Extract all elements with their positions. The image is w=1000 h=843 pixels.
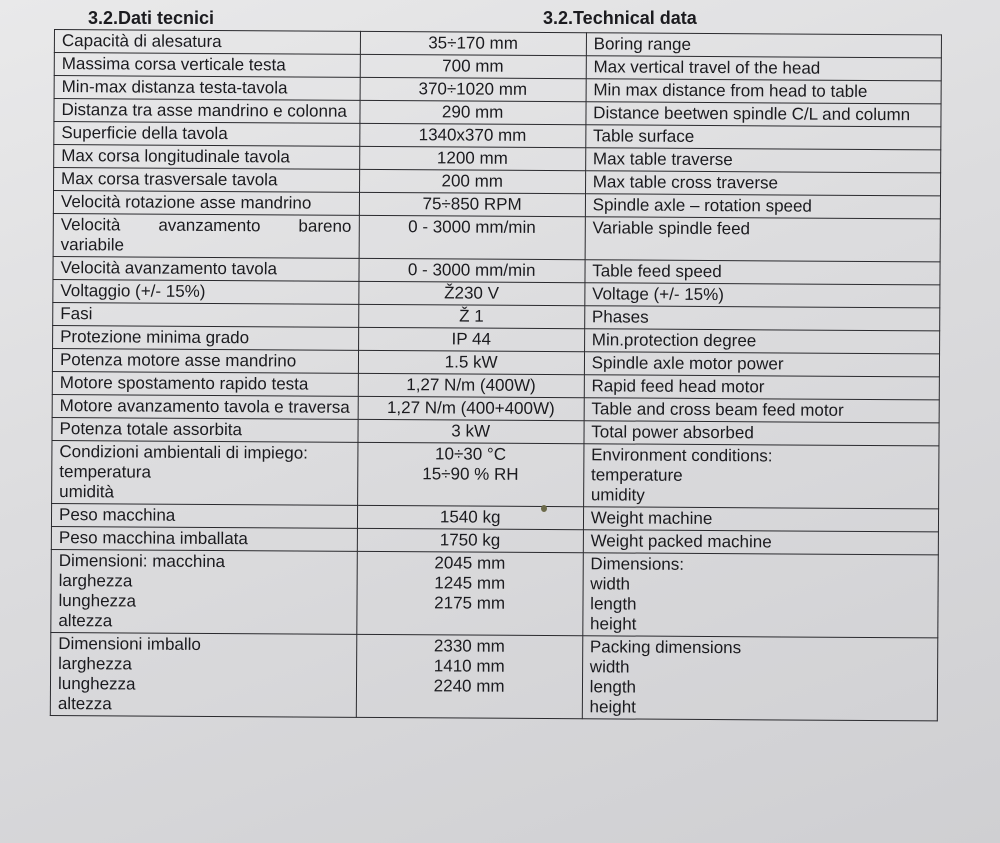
cell-italian: Potenza totale assorbita [52,417,358,442]
cell-english [583,553,939,638]
cell-english: Weight packed machine [583,530,938,555]
cell-line: Dimensions: [590,554,685,574]
cell-value: 75÷850 RPM [359,192,585,216]
cell-italian: Protezione minima grado [53,325,359,350]
cell-value: 3 kW [358,419,584,443]
cell-italian: Motore avanzamento tavola e traversa [52,394,358,419]
cell-value: 35÷170 mm [360,31,586,55]
cell-english [582,636,938,721]
cell-english: Total power absorbed [584,421,939,446]
cell-english: Phases [584,306,939,331]
cell-value: 1200 mm [359,146,585,170]
cell-english: Weight machine [583,507,938,532]
cell-value [356,634,583,718]
cell-line: 2240 mm [433,676,505,696]
cell-value [357,442,584,506]
cell-line: lunghezza [57,674,136,694]
cell-italian: Max corsa longitudinale tavola [54,145,360,170]
cell-italian: Distanza tra asse mandrino e colonna [54,99,360,124]
cell-italian: Massima corsa verticale testa [54,53,360,78]
cell-italian: Capacità di alesatura [54,30,360,55]
table-row [52,440,939,508]
cell-italian: Peso macchina [51,503,357,528]
cell-english: Variable spindle feed [585,217,941,262]
cell-italian: Peso macchina imballata [51,526,357,551]
cell-line: 2330 mm [433,636,505,656]
cell-italian: Velocità avanzamento tavola [53,256,359,281]
cell-line: Dimensioni imballo [58,634,201,654]
cell-value: 1750 kg [357,528,583,552]
ink-dot [541,505,547,512]
cell-italian [51,549,357,634]
table-row [51,549,938,637]
cell-value: Ž230 V [358,281,584,305]
cell-value: 200 mm [359,169,585,193]
heading-english: 3.2.Technical data [543,8,697,28]
cell-value: 370÷1020 mm [360,77,586,101]
cell-value: 0 - 3000 mm/min [359,258,585,282]
technical-data-table [50,29,942,721]
cell-value: IP 44 [358,327,584,351]
cell-value: 1540 kg [357,505,583,529]
cell-line: length [589,677,637,697]
cell-italian [52,440,358,505]
cell-english: Table and cross beam feed motor [584,398,939,423]
cell-line: width [589,657,630,677]
cell-italian: Superficie della tavola [54,122,360,147]
heading-italian: 3.2.Dati tecnici [88,8,215,28]
cell-line: 1410 mm [433,656,505,676]
cell-english: Table feed speed [585,260,940,285]
section-headings [0,4,1000,30]
cell-english: Boring range [586,33,941,58]
cell-italian: Potenza motore asse mandrino [52,348,358,373]
cell-italian: Motore spostamento rapido testa [52,371,358,396]
cell-line: lunghezza [58,591,137,611]
cell-value: 0 - 3000 mm/min [359,215,585,259]
cell-line: Condizioni ambientali di impiego: [59,442,309,463]
cell-line: larghezza [58,654,132,674]
cell-english: Max table traverse [585,148,940,173]
table-row [53,213,940,261]
cell-line: 1245 mm [434,573,506,593]
cell-value: 1.5 kW [358,350,584,374]
cell-italian: Voltaggio (+/- 15%) [53,279,359,304]
cell-italian: Velocità avanzamento bareno variabile [53,213,359,258]
cell-value: 290 mm [360,100,586,124]
cell-english [583,444,939,509]
cell-value: 1,27 N/m (400+400W) [358,396,584,420]
cell-line: Packing dimensions [589,637,742,658]
cell-line: umidity [590,485,645,505]
cell-line: umidità [59,482,115,502]
cell-english: Spindle axle motor power [584,352,939,377]
table-row [50,632,937,720]
cell-english: Max table cross traverse [585,171,940,196]
cell-italian: Max corsa trasversale tavola [54,168,360,193]
cell-line: larghezza [58,571,133,591]
cell-value: 1340x370 mm [359,123,585,147]
cell-italian: Min-max distanza testa-tavola [54,76,360,101]
cell-line: 10÷30 °C [435,444,507,464]
cell-value: Ž 1 [358,304,584,328]
cell-english: Min.protection degree [584,329,939,354]
cell-line: altezza [58,611,113,631]
cell-line: 15÷90 % RH [422,464,519,484]
cell-line: Environment conditions: [591,445,773,466]
cell-line: 2175 mm [434,593,506,613]
cell-english: Rapid feed head motor [584,375,939,400]
cell-english: Min max distance from head to table [586,79,941,104]
cell-line: width [590,574,631,594]
cell-english: Voltage (+/- 15%) [585,283,940,308]
cell-value: 1,27 N/m (400W) [358,373,584,397]
cell-line: height [589,697,636,717]
cell-line: height [590,614,637,634]
cell-italian [50,632,356,717]
cell-english: Distance beetwen spindle C/L and column [586,102,941,127]
cell-line: Dimensioni: macchina [58,551,226,572]
cell-value: 700 mm [360,54,586,78]
cell-italian: Velocità rotazione asse mandrino [53,191,359,216]
cell-english: Max vertical travel of the head [586,56,941,81]
cell-line: temperature [590,465,683,485]
cell-english: Table surface [586,125,941,150]
cell-line: temperatura [59,462,152,482]
cell-english: Spindle axle – rotation speed [585,194,940,219]
cell-italian: Fasi [53,302,359,327]
cell-line: 2045 mm [434,553,506,573]
cell-line: length [590,594,637,614]
cell-line: altezza [57,694,112,714]
cell-value [356,551,583,635]
